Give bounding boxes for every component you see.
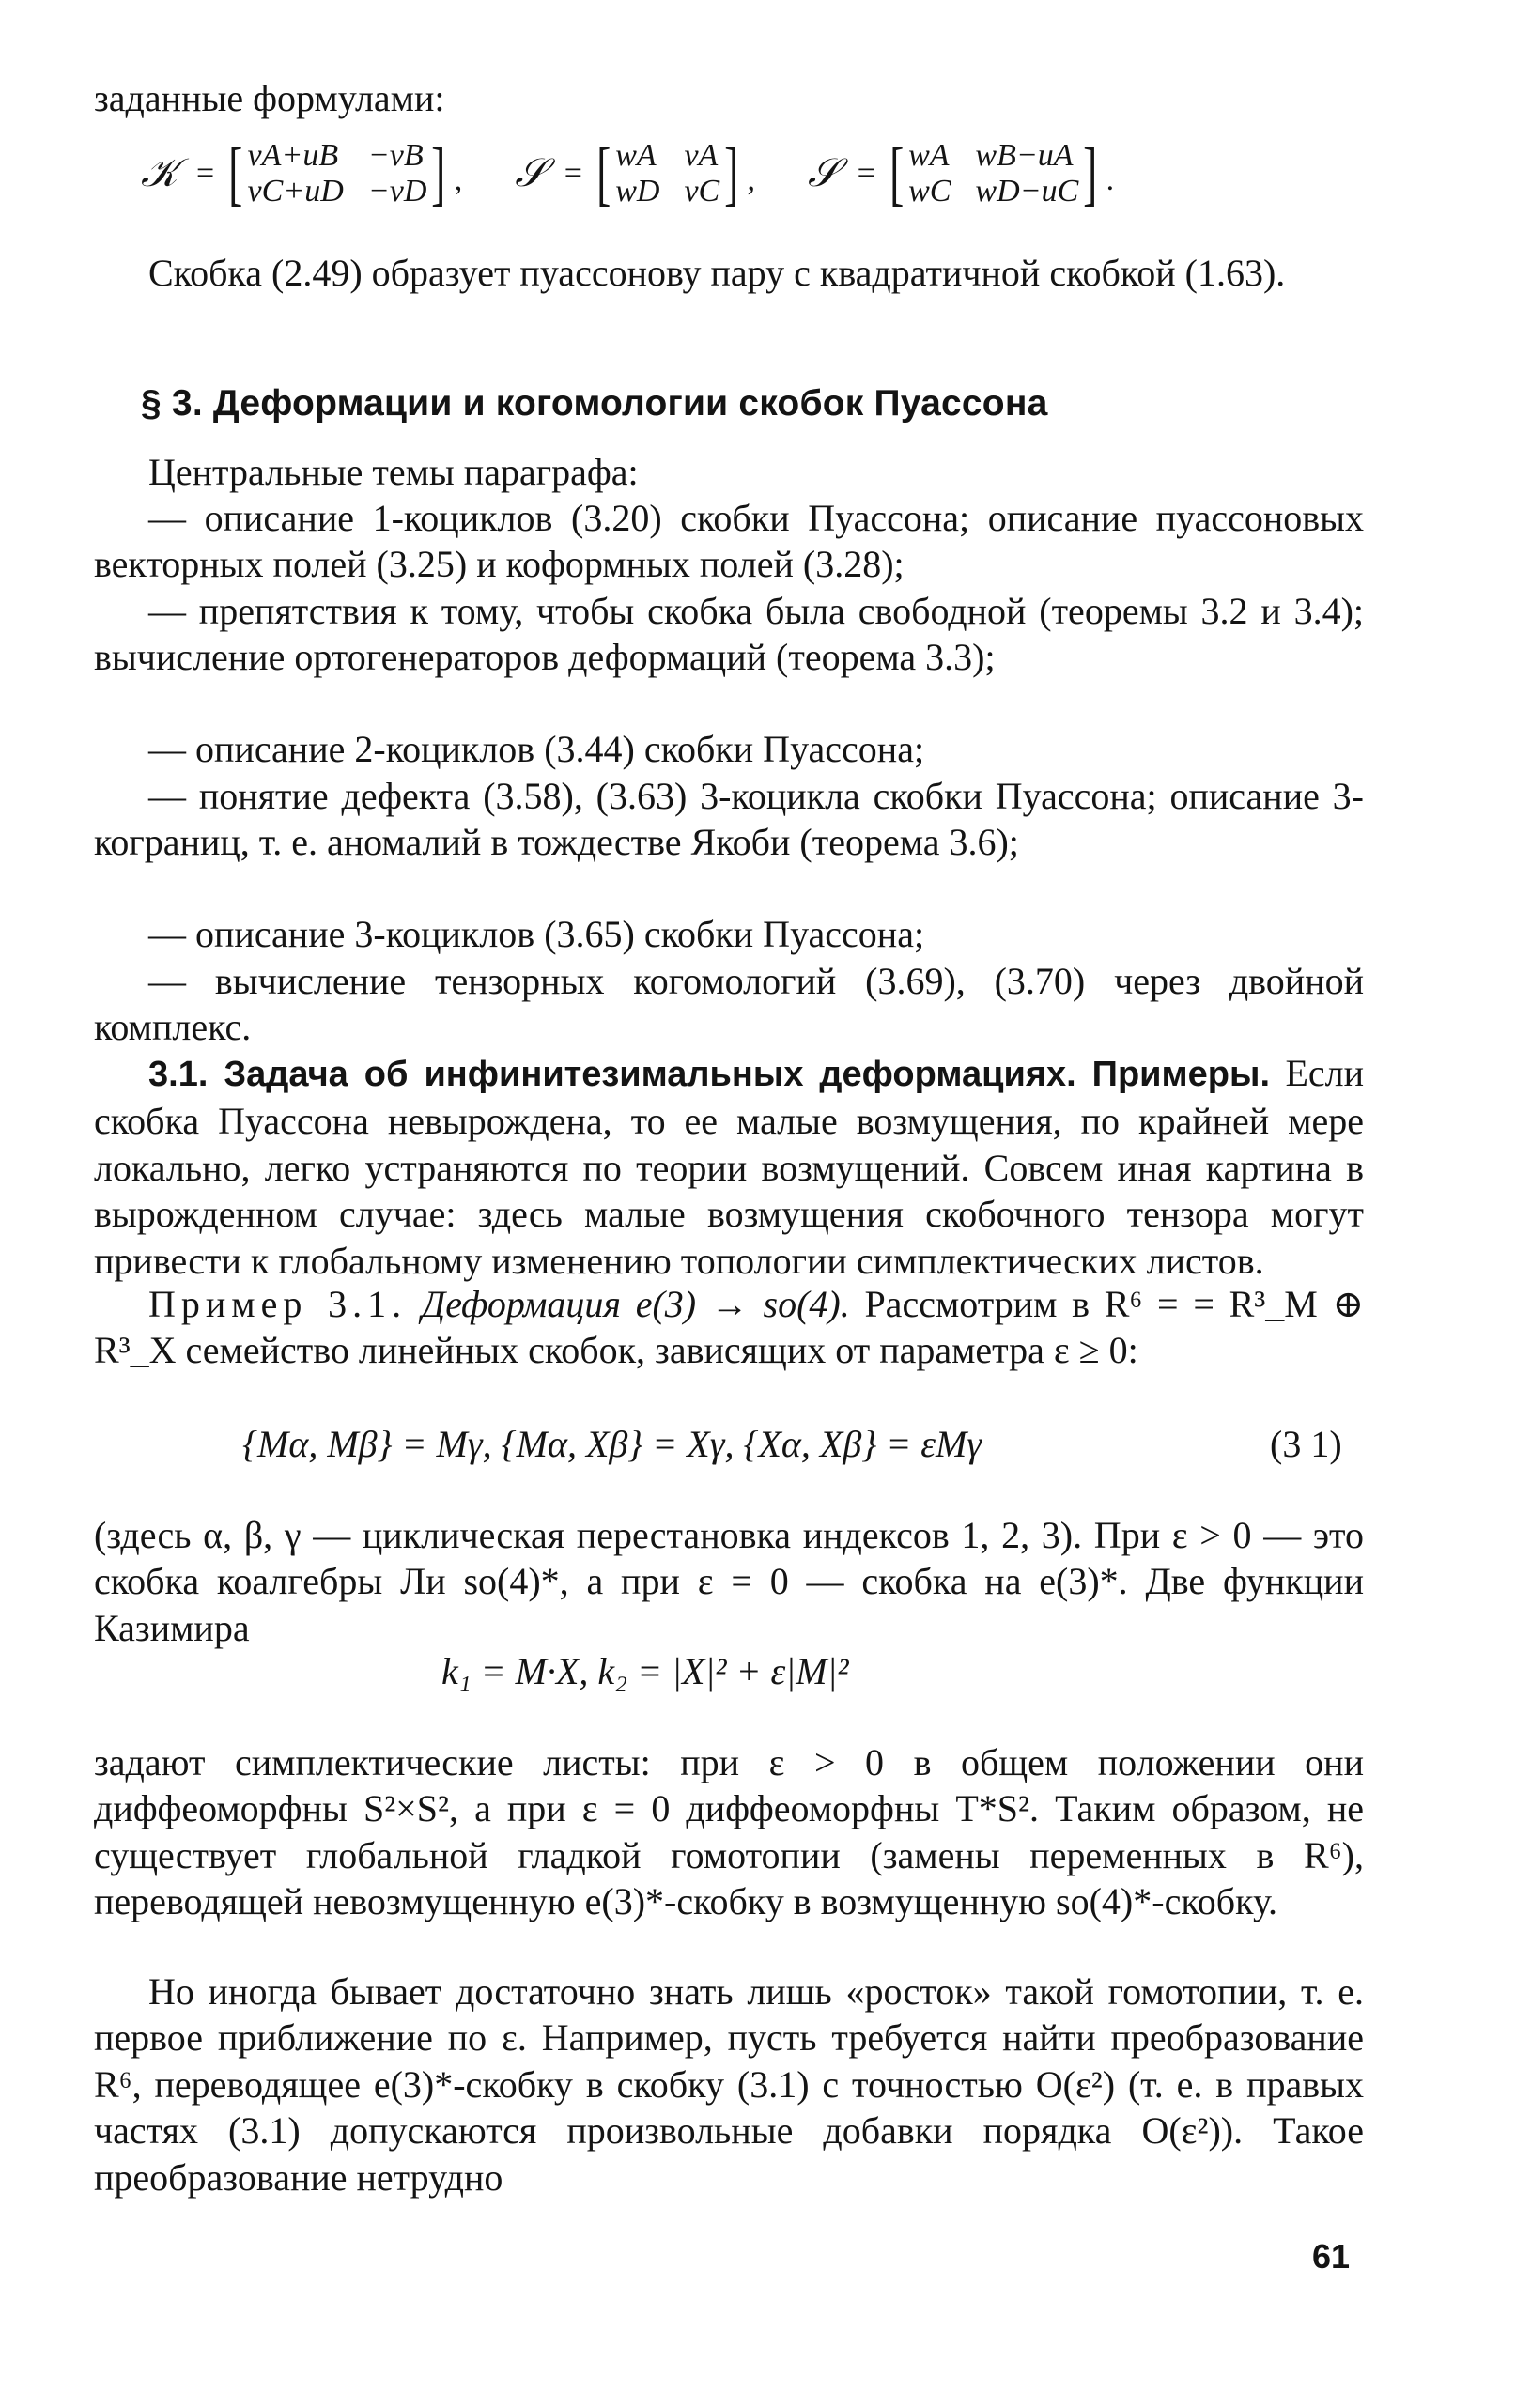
bracket-paragraph: Скобка (2.49) образует пуассонову пару с квадратичной скобкой (1.63). [148, 252, 1286, 294]
theme-item: — препятствия к тому, чтобы скобка была свободной (теоремы 3.2 и 3.4); вычисление ортогенераторов деформаций (теорема 3.3); [94, 590, 1364, 679]
theme-item: — описание 3-коциклов (3.65) скобки Пуассона; [148, 913, 925, 955]
matrix-cell: wA [615, 138, 657, 173]
subsection-text: Если скобка Пуассона невырождена, то ее малые возмущения, по крайней мере локально, легко устраняются по теории возмущений. Совсем иная картина в вырожденном случае: здесь малые возмущения скобочного тензора могут привести к глобальному изменению топологии симплектических листов. [94, 1052, 1364, 1282]
matrix-k: 𝒦 = [ vA+uB −vB vC+uD −vD ] , [141, 134, 463, 213]
section-heading: § 3. Деформации и когомологии скобок Пуассона [141, 383, 1048, 424]
matrix-cell: −vD [367, 174, 427, 208]
formula-3-1: {Mα, Mβ} = Mγ, {Mα, Xβ} = Xγ, {Xα, Xβ} = εMγ [242, 1423, 982, 1465]
matrix-cell: wD−uC [975, 174, 1079, 208]
matrix-separator: , [454, 162, 463, 197]
matrix-definitions [141, 136, 1362, 211]
example-text-1: Рассмотрим в R⁶ = [864, 1283, 1179, 1325]
matrix-cell: vA+uB [247, 138, 339, 173]
matrix-label: 𝒮 [515, 152, 546, 195]
matrix-cell: vC+uD [247, 174, 344, 208]
matrix-cell: wD [615, 174, 660, 208]
example-paragraph [94, 1281, 1364, 1374]
matrix-cells [615, 139, 719, 208]
example-title: Деформация e(3) → so(4). [421, 1283, 850, 1325]
example-label: Пример 3.1. [148, 1283, 408, 1325]
matrix-cell: wB−uA [975, 138, 1074, 173]
matrix-label: 𝒦 [141, 152, 178, 195]
after-formula-paragraph: (здесь α, β, γ — циклическая перестановка индексов 1, 2, 3). При ε > 0 — это скобка коалгебры Ли so(4)*, а при ε = 0 — скобка на e(3)*. Две функции Казимира [94, 1514, 1364, 1649]
matrix-cell: −vB [367, 138, 424, 173]
example-text-2: = R³_M ⊕ R³_X семейство линейных скобок, зависящих от параметра ε ≥ 0: [94, 1283, 1365, 1372]
equation-number: (3 1) [1270, 1423, 1342, 1465]
matrix-separator: , [747, 162, 756, 197]
subsection-heading: 3.1. Задача об инфинитезимальных деформациях. Примеры. [148, 1055, 1271, 1094]
matrix-l: 𝒮 = [ wA wB−uA wC wD−uC ] . [808, 134, 1115, 213]
last-paragraph: Но иногда бывает достаточно знать лишь «росток» такой гомотопии, т. е. первое приближение по ε. Например, пусть требуется найти преобразование R⁶, переводящее e(3)*-скобку в скобку (3.1) с точностью O(ε²) (т. е. в правых частях (3.1) допускаются произвольные добавки порядка O(ε²)). Такое преобразование нетрудно [94, 1970, 1364, 2199]
matrix-cell: vC [684, 174, 720, 208]
leaves-paragraph: задают симплектические листы: при ε > 0 в общем положении они диффеоморфны S²×S², а при ε = 0 диффеоморфны T*S². Таким образом, не существует глобальной гладкой гомотопии (замены переменных в R⁶), переводящей невозмущенную e(3)*-скобку в возмущенную so(4)*-скобку. [94, 1741, 1364, 1923]
matrix-cell: wA [908, 138, 950, 173]
theme-item: — описание 1-коциклов (3.20) скобки Пуассона; описание пуассоновых векторных полей (3.25) и коформных полей (3.28); [94, 497, 1364, 586]
matrix-cells [248, 139, 427, 208]
subsection-paragraph [94, 1050, 1364, 1284]
matrix-cell: wC [908, 174, 951, 208]
matrix-s: 𝒮 = [ wA vA wD vC ] , [515, 134, 756, 213]
casimir-formula: k₁ = M·X, k₂ = |X|² + ε|M|² [441, 1650, 849, 1692]
intro-line: заданные формулами: [94, 77, 445, 119]
themes-title: Центральные темы параграфа: [148, 451, 639, 493]
theme-item: — понятие дефекта (3.58), (3.63) 3-коцикла скобки Пуассона; описание 3-кограниц, т. е. аномалий в тождестве Якоби (теорема 3.6); [94, 775, 1364, 864]
theme-item: — описание 2-коциклов (3.44) скобки Пуассона; [148, 728, 925, 770]
matrix-separator: . [1106, 162, 1115, 197]
page-number: 61 [1312, 2237, 1351, 2276]
matrix-cells [908, 139, 1078, 208]
theme-item: — вычисление тензорных когомологий (3.69), (3.70) через двойной комплекс. [94, 960, 1364, 1049]
matrix-label: 𝒮 [808, 152, 839, 195]
matrix-cell: vA [684, 138, 719, 173]
